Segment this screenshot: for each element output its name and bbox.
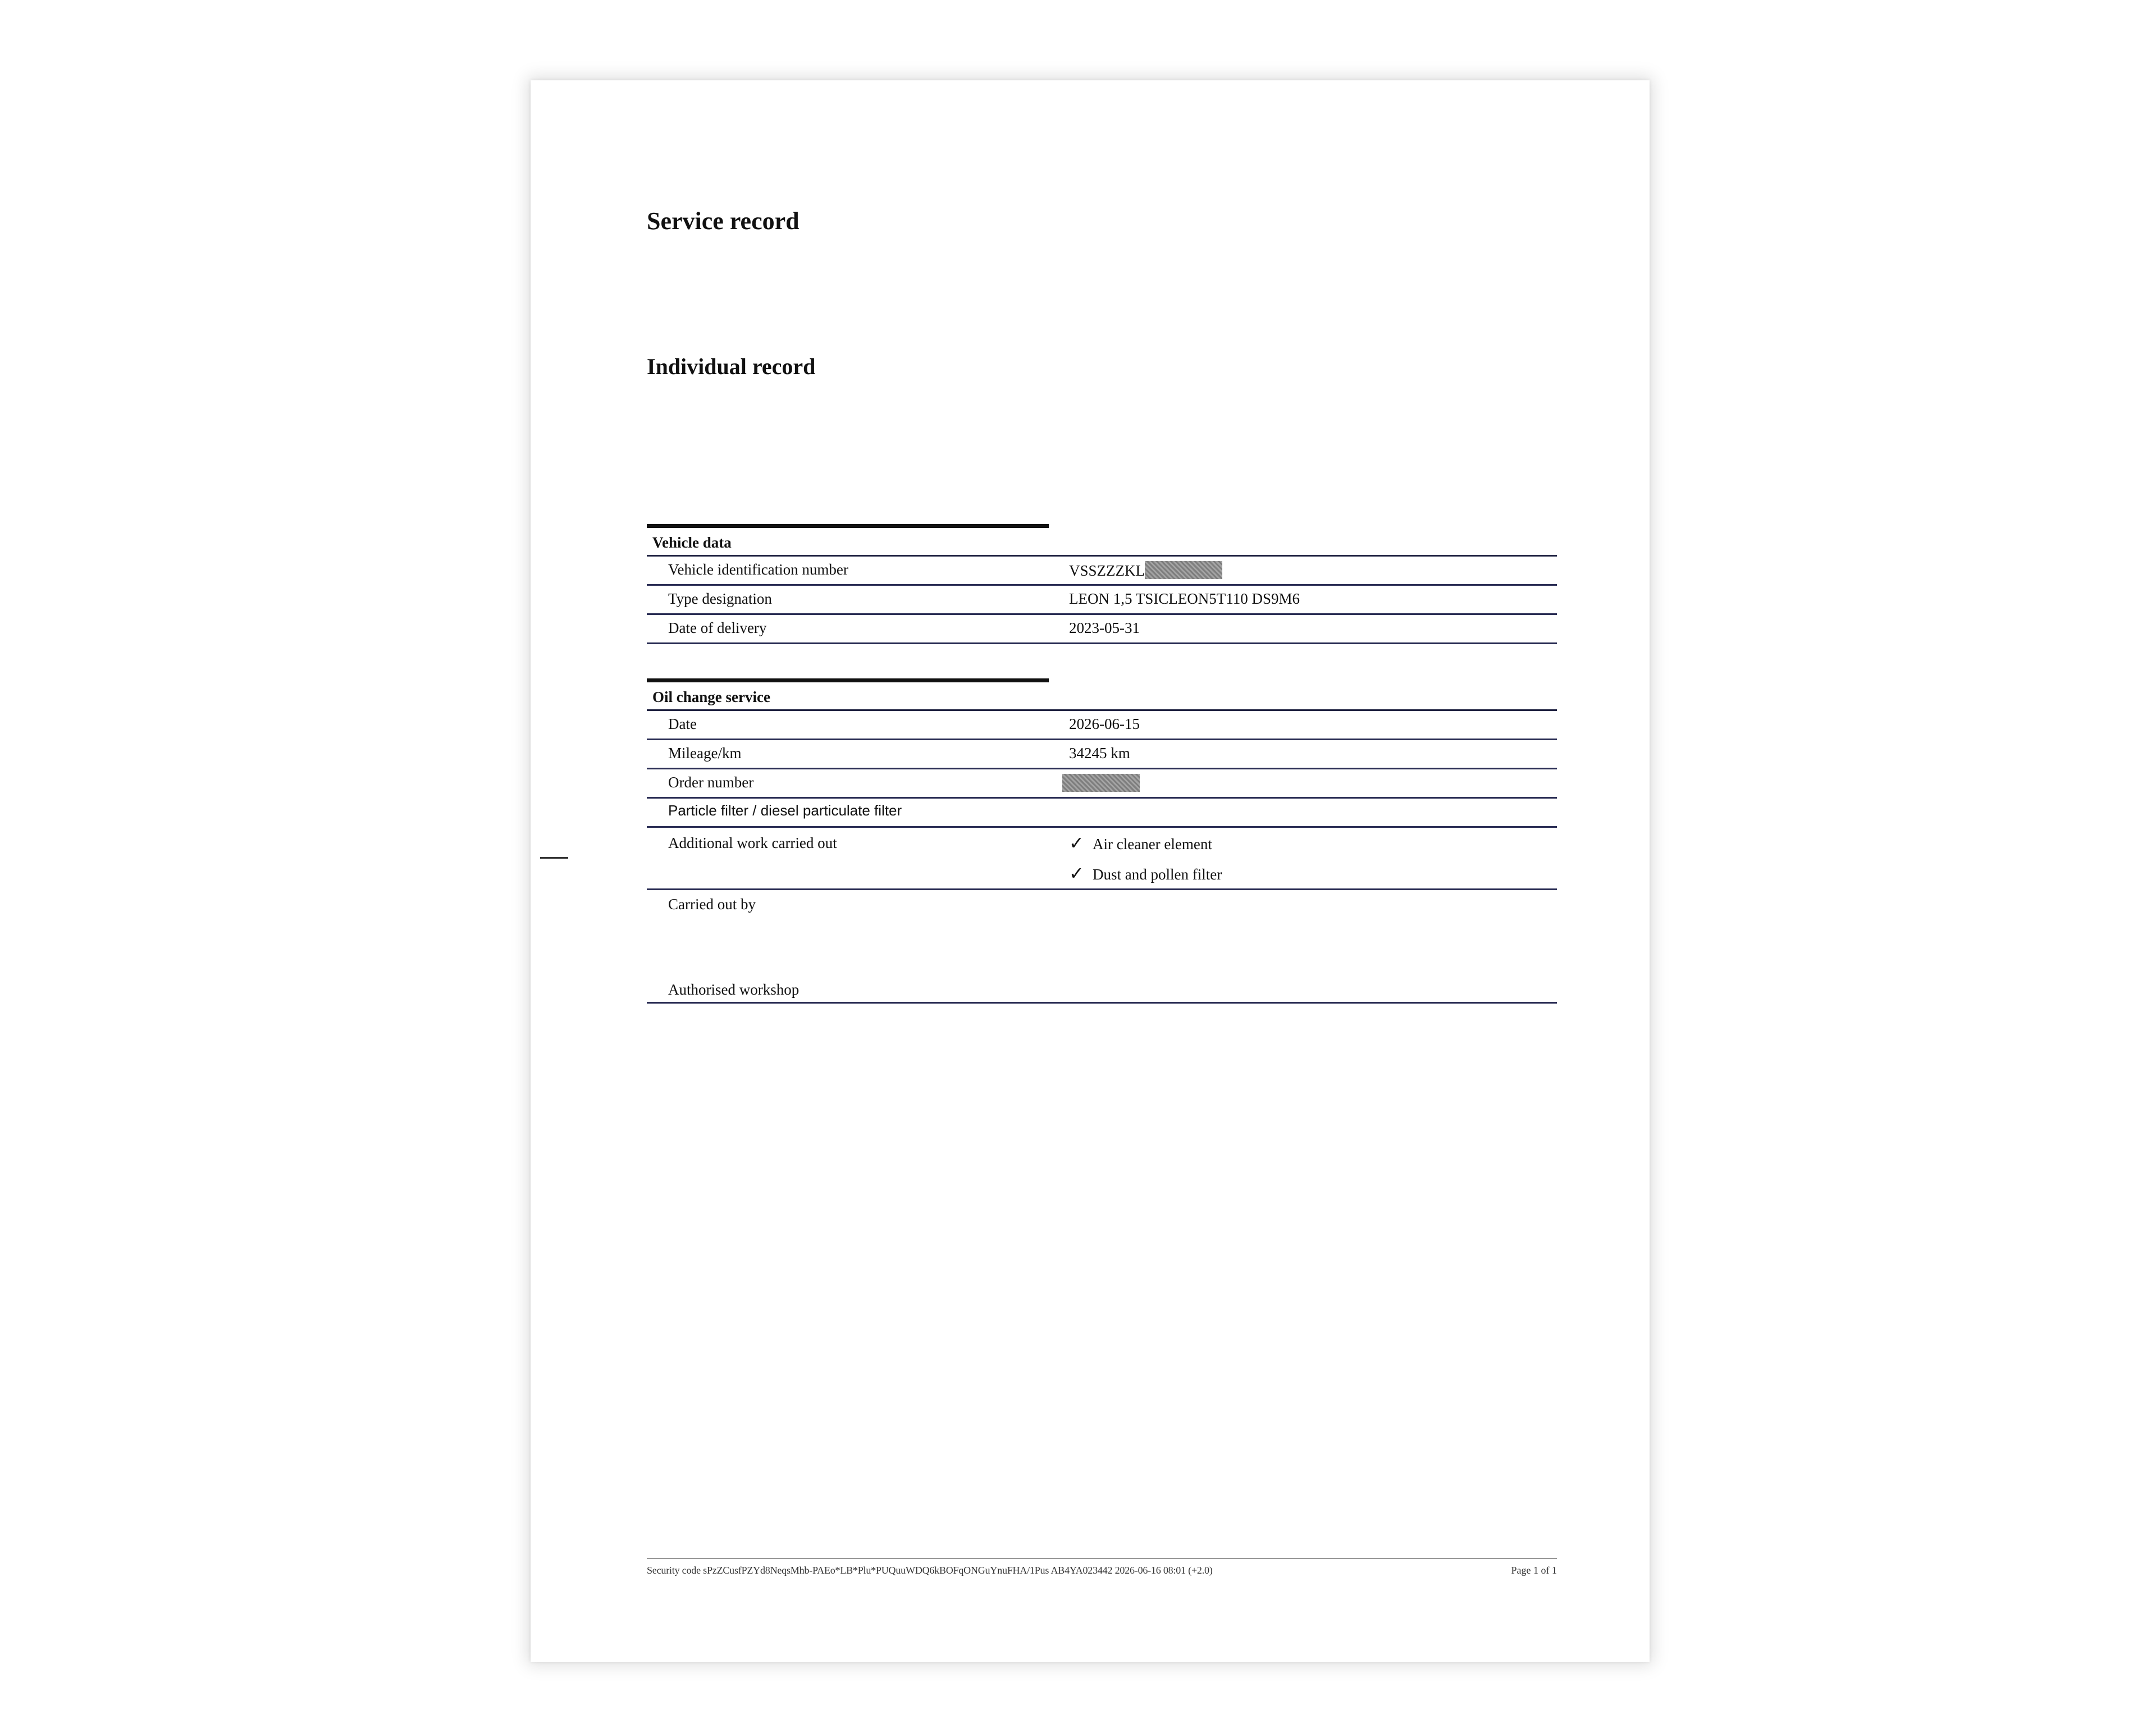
document-page bbox=[531, 80, 1650, 1662]
service-date-value: 2026-06-15 bbox=[1069, 715, 1140, 732]
section-rule bbox=[647, 678, 1049, 682]
table-row bbox=[647, 711, 1557, 740]
document-title: Service record bbox=[647, 207, 800, 235]
vin-label: Vehicle identification number bbox=[668, 561, 848, 578]
margin-mark bbox=[540, 857, 568, 859]
type-designation-value: LEON 1,5 TSICLEON5T110 DS9M6 bbox=[1069, 590, 1300, 607]
table-row bbox=[647, 586, 1557, 615]
mileage-value: 34245 km bbox=[1069, 745, 1130, 762]
type-designation-label: Type designation bbox=[668, 590, 772, 607]
checkmark-icon: ✓ bbox=[1069, 832, 1084, 854]
vin-value-group bbox=[1069, 561, 1222, 580]
additional-work-row bbox=[647, 828, 1557, 890]
order-number-label: Order number bbox=[668, 774, 754, 791]
oil-change-section bbox=[647, 678, 1557, 1004]
particle-filter-label: Particle filter / diesel particulate filter bbox=[668, 802, 902, 819]
document-subtitle: Individual record bbox=[647, 354, 816, 379]
redaction-block bbox=[1062, 774, 1140, 792]
authorised-workshop-label: Authorised workshop bbox=[668, 981, 800, 998]
vehicle-data-section bbox=[647, 524, 1557, 644]
mileage-label: Mileage/km bbox=[668, 745, 742, 762]
vin-value: VSSZZZKL bbox=[1069, 562, 1145, 579]
additional-work-item: Dust and pollen filter bbox=[1093, 866, 1222, 883]
additional-work-item: Air cleaner element bbox=[1093, 836, 1212, 853]
oil-change-heading: Oil change service bbox=[652, 689, 770, 705]
list-item bbox=[1069, 863, 1222, 884]
table-row bbox=[647, 799, 1557, 828]
delivery-date-label: Date of delivery bbox=[668, 619, 767, 636]
page-number: Page 1 of 1 bbox=[1511, 1565, 1557, 1576]
security-code: Security code sPzZCusfPZYd8NeqsMhb-PAEo*LB*Plu*PUQuuWDQ6kBOFqONGuYnuFHA/1Pus AB4YA023442 2026-06-16 08:01 (+2.0) bbox=[647, 1565, 1213, 1576]
list-item bbox=[1069, 832, 1212, 854]
table-row bbox=[647, 740, 1557, 769]
table-row bbox=[647, 769, 1557, 799]
redaction-block bbox=[1145, 561, 1222, 579]
table-row bbox=[647, 557, 1557, 586]
order-number-value bbox=[1069, 774, 1140, 792]
checkmark-icon: ✓ bbox=[1069, 863, 1084, 884]
page-footer bbox=[647, 1558, 1557, 1576]
section-rule bbox=[647, 524, 1049, 528]
carried-out-by-label: Carried out by bbox=[668, 896, 756, 913]
service-date-label: Date bbox=[668, 715, 697, 732]
vehicle-data-heading: Vehicle data bbox=[652, 534, 732, 551]
additional-work-label: Additional work carried out bbox=[668, 835, 837, 851]
delivery-date-value: 2023-05-31 bbox=[1069, 619, 1140, 636]
oil-change-header bbox=[647, 678, 1557, 711]
vehicle-data-header bbox=[647, 524, 1557, 557]
table-row bbox=[647, 615, 1557, 644]
carried-out-row bbox=[647, 890, 1557, 1004]
